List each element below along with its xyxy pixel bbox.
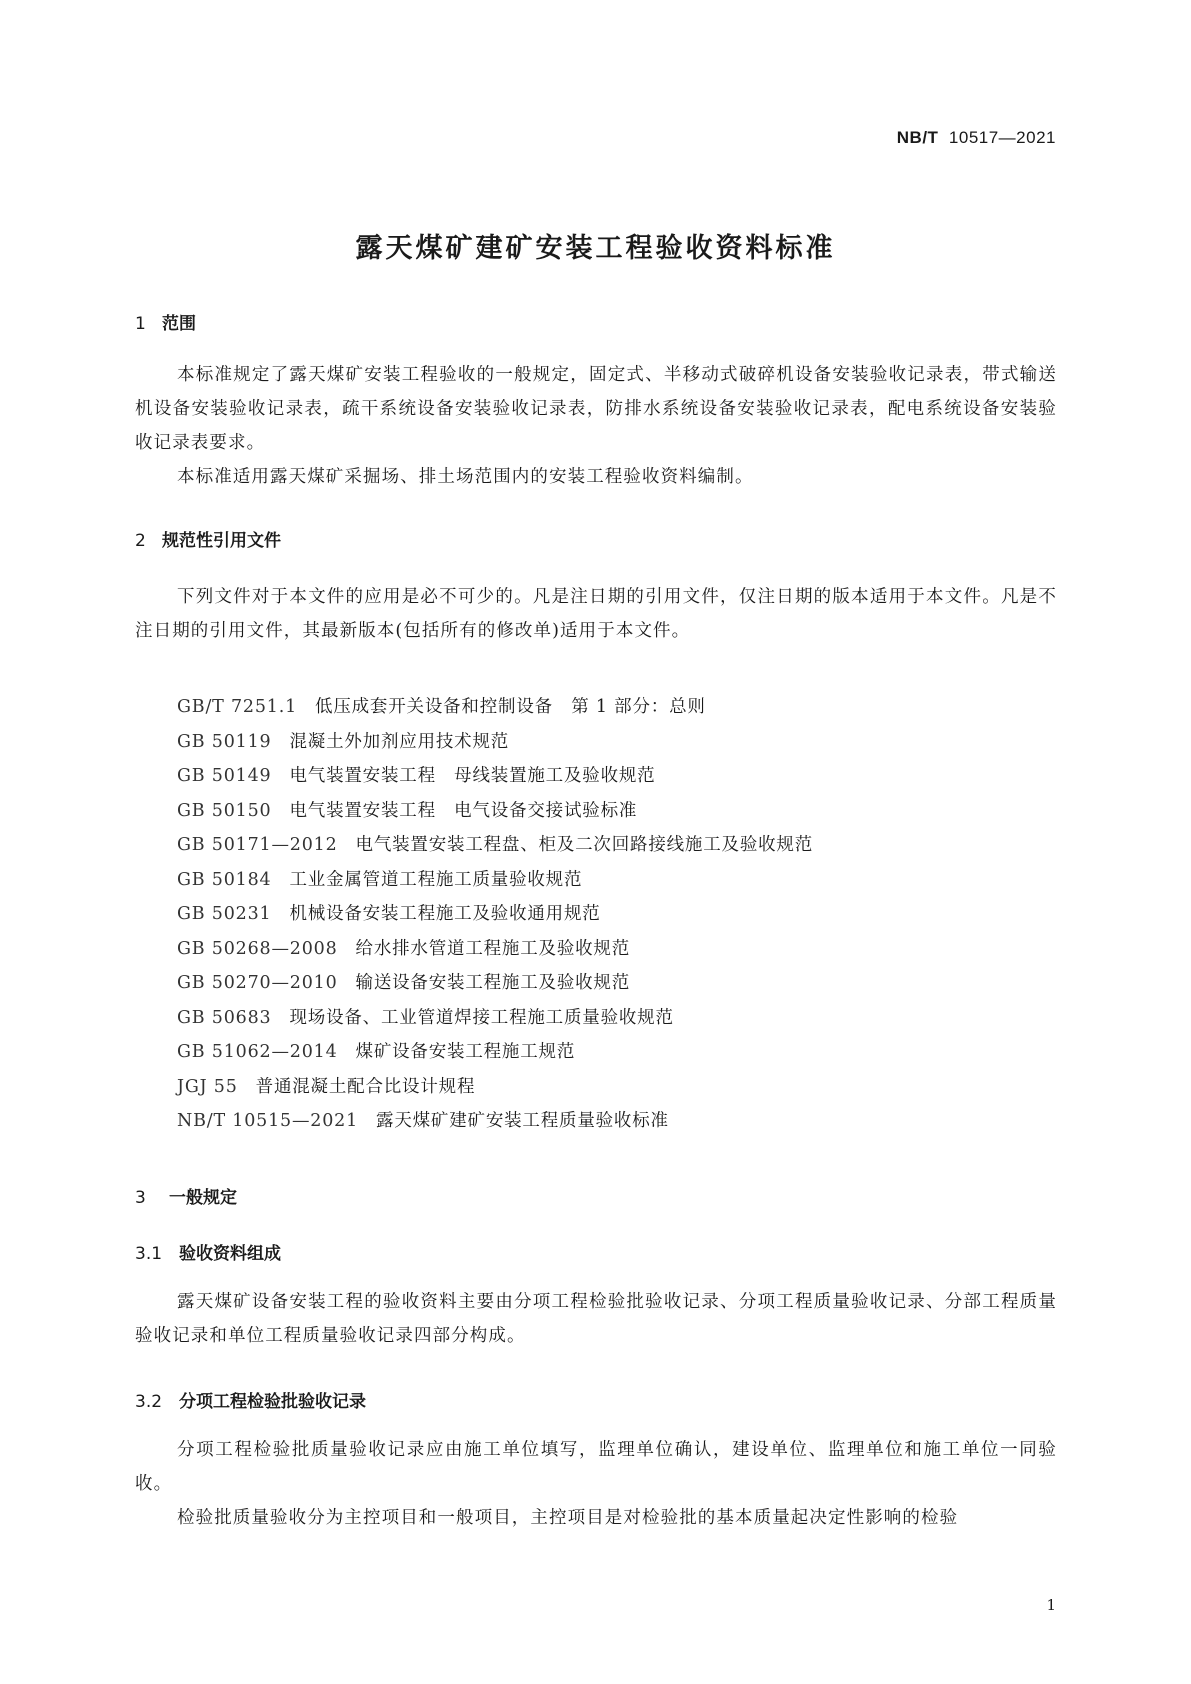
standard-code-prefix: NB/T — [896, 128, 939, 147]
section-1-paragraph-1: 本标准规定了露天煤矿安装工程验收的一般规定，固定式、半移动式破碎机设备安装验收记录表，带式输送机设备安装验收记录表，疏干系统设备安装验收记录表，防排水系统设备安装验收记录表，配电系统设备安装验收记录表要求。 — [135, 365, 1057, 453]
reference-item — [177, 1104, 813, 1139]
section-number: 2 — [135, 531, 146, 551]
section-2-intro: 下列文件对于本文件的应用是必不可少的。凡是注日期的引用文件，仅注日期的版本适用于本文件。凡是不注日期的引用文件，其最新版本(包括所有的修改单)适用于本文件。 — [135, 587, 1057, 641]
reference-title: 煤矿设备安装工程施工规范 — [355, 1042, 576, 1062]
reference-title: 低压成套开关设备和控制设备 第 1 部分：总则 — [315, 697, 706, 717]
reference-code: GB/T 7251.1 — [177, 697, 298, 717]
reference-item — [177, 690, 813, 725]
section-number: 1 — [135, 314, 146, 334]
section-title: 范围 — [162, 314, 196, 334]
reference-code: GB 50150 — [177, 800, 272, 821]
reference-item — [177, 759, 813, 794]
reference-code: GB 50268—2008 — [177, 938, 338, 959]
reference-title: 现场设备、工业管道焊接工程施工质量验收规范 — [289, 1007, 674, 1028]
section-3-2-paragraph-1: 分项工程检验批质量验收记录应由施工单位填写，监理单位确认，建设单位、监理单位和施工单位一同验收。 — [135, 1440, 1057, 1494]
reference-title: 电气装置安装工程 电气设备交接试验标准 — [289, 800, 638, 821]
subsection-title: 验收资料组成 — [179, 1244, 281, 1264]
reference-item — [177, 794, 813, 829]
reference-title: 工业金属管道工程施工质量验收规范 — [289, 869, 583, 890]
section-1-heading — [135, 309, 196, 334]
reference-code: GB 50149 — [177, 766, 272, 786]
section-number: 3 — [135, 1188, 146, 1208]
reference-code: GB 50119 — [177, 731, 272, 752]
reference-code: JGJ 55 — [177, 1076, 238, 1097]
section-3-heading — [135, 1183, 237, 1208]
subsection-title: 分项工程检验批验收记录 — [179, 1392, 366, 1412]
section-3-2-heading — [135, 1387, 366, 1412]
document-title: 露天煤矿建矿安装工程验收资料标准 — [355, 233, 836, 264]
reference-title: 混凝土外加剂应用技术规范 — [289, 731, 510, 752]
section-3-2-paragraph-2: 检验批质量验收分为主控项目和一般项目，主控项目是对检验批的基本质量起决定性影响的检验 — [177, 1508, 959, 1528]
reference-item — [177, 863, 813, 898]
reference-title: 给水排水管道工程施工及验收规范 — [355, 938, 631, 959]
section-1-paragraph-2: 本标准适用露天煤矿采掘场、排土场范围内的安装工程验收资料编制。 — [177, 467, 754, 487]
standard-code — [897, 128, 1056, 148]
reference-item — [177, 1070, 813, 1105]
page-number: 1 — [1046, 1596, 1056, 1614]
reference-code: GB 50231 — [177, 904, 272, 924]
reference-code: NB/T 10515—2021 — [177, 1111, 359, 1131]
reference-code: GB 50683 — [177, 1007, 272, 1028]
section-3-1-heading — [135, 1239, 281, 1264]
reference-title: 输送设备安装工程施工及验收规范 — [355, 973, 631, 993]
reference-item — [177, 725, 813, 760]
reference-code: GB 50270—2010 — [177, 973, 338, 993]
reference-title: 机械设备安装工程施工及验收通用规范 — [289, 904, 601, 924]
reference-item — [177, 1001, 813, 1036]
reference-title: 露天煤矿建矿安装工程质量验收标准 — [376, 1111, 669, 1131]
reference-code: GB 50171—2012 — [177, 835, 338, 855]
subsection-number: 3.2 — [135, 1392, 163, 1412]
reference-list — [177, 690, 813, 1139]
standard-code-number: 10517—2021 — [948, 128, 1056, 147]
reference-item — [177, 897, 813, 932]
reference-code: GB 50184 — [177, 869, 272, 890]
reference-item — [177, 1035, 813, 1070]
subsection-number: 3.1 — [135, 1244, 163, 1264]
reference-item — [177, 828, 813, 863]
reference-title: 电气装置安装工程 母线装置施工及验收规范 — [289, 766, 656, 786]
reference-item — [177, 932, 813, 967]
section-2-heading — [135, 526, 281, 551]
reference-item — [177, 966, 813, 1001]
section-title: 一般规定 — [169, 1188, 237, 1208]
reference-title: 普通混凝土配合比设计规程 — [255, 1076, 476, 1097]
reference-code: GB 51062—2014 — [177, 1042, 338, 1062]
section-3-1-paragraph: 露天煤矿设备安装工程的验收资料主要由分项工程检验批验收记录、分项工程质量验收记录、分部工程质量验收记录和单位工程质量验收记录四部分构成。 — [135, 1292, 1057, 1346]
section-title: 规范性引用文件 — [162, 531, 281, 551]
reference-title: 电气装置安装工程盘、柜及二次回路接线施工及验收规范 — [355, 835, 814, 855]
